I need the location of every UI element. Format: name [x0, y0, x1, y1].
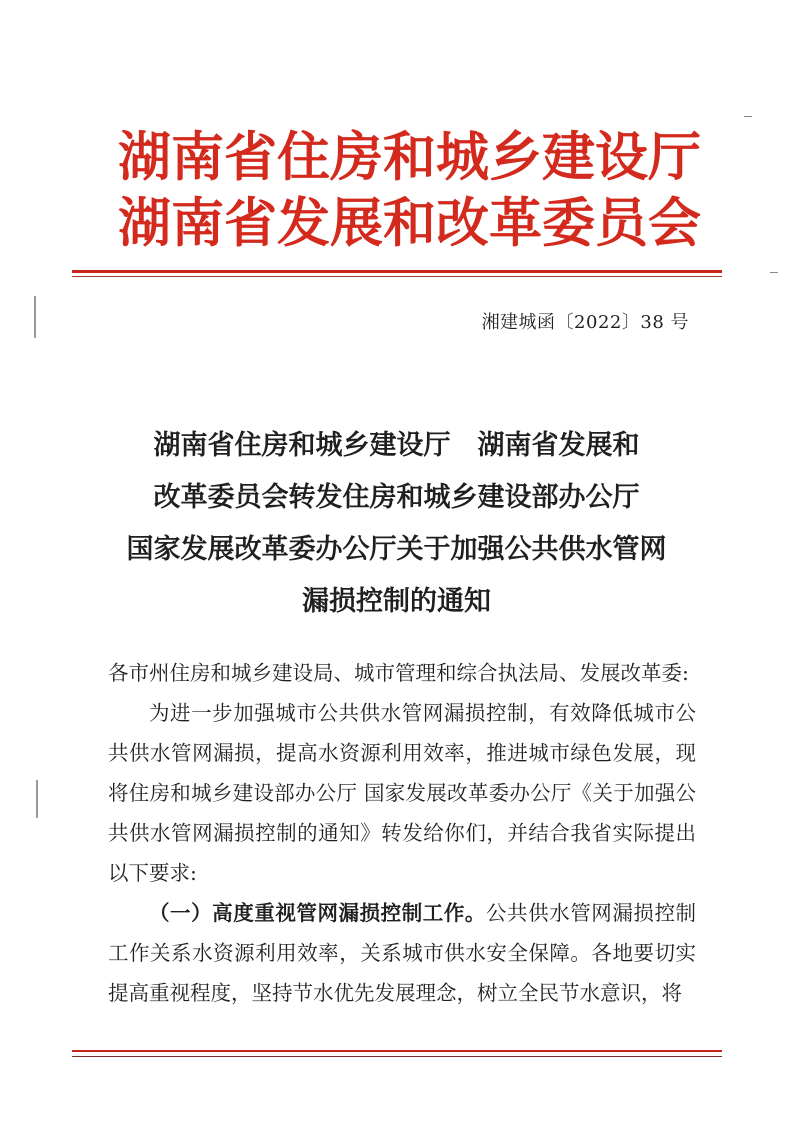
document-number: 湘建城函〔2022〕38 号: [481, 312, 689, 333]
scan-artifact-mark: [34, 296, 36, 338]
document-title: [0, 420, 793, 628]
title-line: 国家发展改革委办公厅关于加强公共供水管网: [126, 534, 667, 565]
section-text: 公共供水管网漏损控制工作关系水资源利用效率，关系城市供水安全保障。各地要切实提高重视程度，坚持节水优先发展理念，树立全民节水意识，将: [108, 901, 697, 1005]
scan-artifact-tick: [744, 116, 752, 117]
title-line: 改革委员会转发住房和城乡建设部办公厅: [153, 482, 640, 513]
body-paragraph: 为进一步加强城市公共供水管网漏损控制，有效降低城市公共供水管网漏损，提高水资源利用效率，推进城市绿色发展，现将住房和城乡建设部办公厅 国家发展改革委办公厅《关于加强公共供水管网漏损控制的通知》转发给你们，并结合我省实际提出以下要求:: [108, 701, 696, 885]
issuing-org-line-1: 湖南省住房和城乡建设厅: [118, 127, 701, 188]
salutation: 各市州住房和城乡建设局、城市管理和综合执法局、发展改革委:: [108, 661, 689, 685]
header-red-rule-thin: [72, 276, 722, 277]
document-body: [108, 653, 696, 1013]
issuing-org-line-2: 湖南省发展和改革委员会: [118, 193, 701, 254]
scan-artifact-tick: [770, 272, 778, 273]
footer-rule-thin: [72, 1056, 722, 1057]
footer-rule: [72, 1050, 722, 1052]
scan-artifact-mark: [36, 780, 38, 818]
title-line: 漏损控制的通知: [302, 586, 491, 617]
section-heading: （一）高度重视管网漏损控制工作。: [149, 901, 486, 925]
section-paragraph: [108, 893, 696, 1013]
title-line: 湖南省住房和城乡建设厅 湖南省发展和: [153, 430, 640, 461]
header-red-rule: [72, 270, 722, 273]
